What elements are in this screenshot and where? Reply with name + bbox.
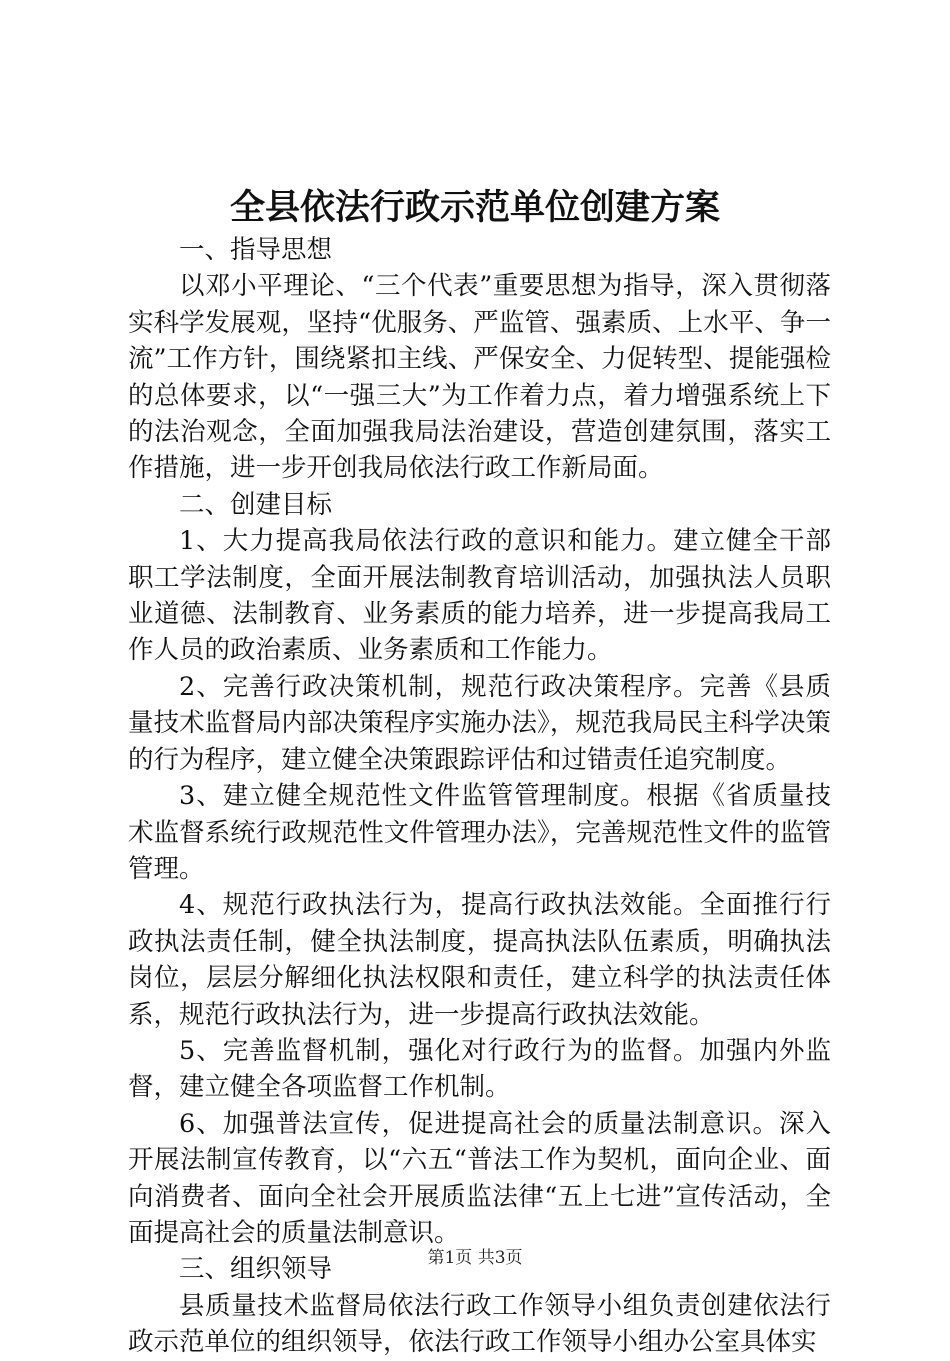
paragraph: 5、完善监督机制，强化对行政行为的监督。加强内外监督，建立健全各项监督工作机制。	[128, 1035, 831, 1103]
section-heading-goals: 二、创建目标	[179, 489, 333, 520]
paragraph: 1、大力提高我局依法行政的意识和能力。建立健全干部职工学法制度，全面开展法制教育培训活动，加强执法人员职业道德、法制教育、业务素质的能力培养，进一步提高我局工作人员的政治素质、业务素质和工作能力。	[128, 526, 831, 666]
document-title: 全县依法行政示范单位创建方案	[229, 187, 720, 228]
section-heading-leadership: 三、组织领导	[179, 1254, 333, 1285]
paragraph: 以邓小平理论、“三个代表”重要思想为指导，深入贯彻落实科学发展观，坚持“优服务、严监管、强素质、上水平、争一流”工作方针，围绕紧扣主线、严保安全、力促转型、提能强检的总体要求，以“一强三大”为工作着力点，着力增强系统上下的法治观念，全面加强我局法治建设，营造创建氛围，落实工作措施，进一步开创我局依法行政工作新局面。	[128, 271, 831, 484]
page-number-footer: 第1页 共3页	[427, 1248, 523, 1268]
paragraph: 2、完善行政决策机制，规范行政决策程序。完善《县质量技术监督局内部决策程序实施办法》，规范我局民主科学决策的行为程序，建立健全决策跟踪评估和过错责任追究制度。	[128, 671, 831, 775]
paragraph: 4、规范行政执法行为，提高行政执法效能。全面推行行政执法责任制，健全执法制度，提高执法队伍素质，明确执法岗位，层层分解细化执法权限和责任，建立科学的执法责任体系，规范行政执法行为，进一步提高行政执法效能。	[128, 890, 831, 1030]
paragraph: 县质量技术监督局依法行政工作领导小组负责创建依法行政示范单位的组织领导，依法行政工作领导小组办公室具体实	[128, 1290, 831, 1358]
section-heading-guiding-ideology: 一、指导思想	[179, 235, 333, 265]
paragraph: 6、加强普法宣传，促进提高社会的质量法制意识。深入开展法制宣传教育，以“六五“普法工作为契机，面向企业、面向消费者、面向全社会开展质监法律“五上七进”宣传活动，全面提高社会的质量法制意识。	[128, 1108, 831, 1248]
document-body	[128, 232, 831, 1361]
paragraph: 3、建立健全规范性文件监管管理制度。根据《省质量技术监督系统行政规范性文件管理办法》，完善规范性文件的监管管理。	[128, 781, 831, 884]
